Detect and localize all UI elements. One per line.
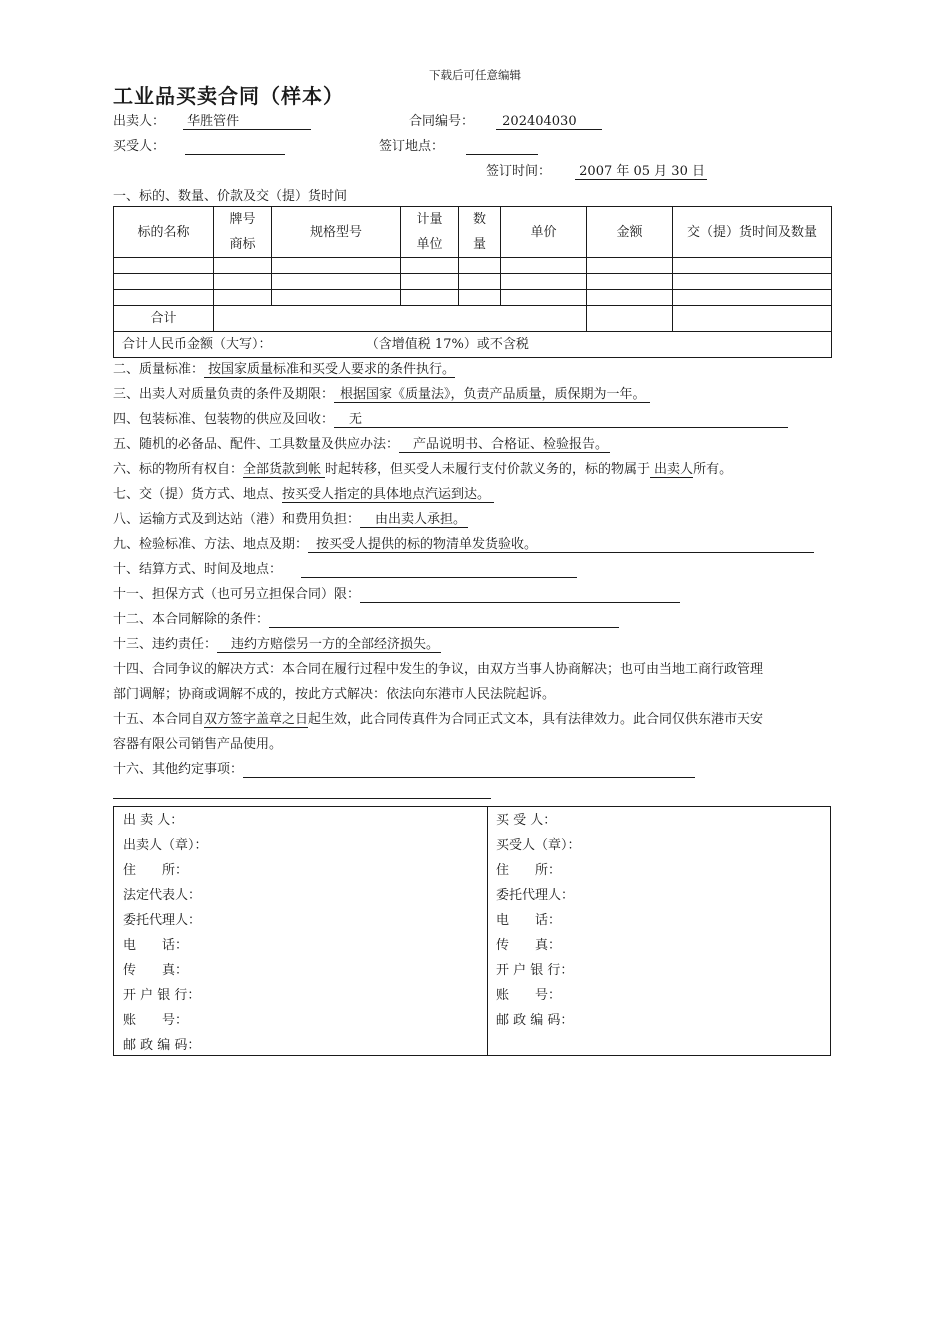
buyer-field[interactable]: 电 话：: [496, 913, 562, 928]
sign-time-row: [486, 160, 707, 180]
rmb-row: [114, 332, 832, 358]
clause-13: 十三、违约责任： 违约方赔偿另一方的全部经济损失。: [113, 637, 440, 652]
clause-7: 七、交（提）货方式、地点、按买受人指定的具体地点汽运到达。: [113, 486, 494, 504]
buyer-field[interactable]: 邮 政 编 码：: [496, 1013, 574, 1028]
clause-16-continuation-line: [113, 798, 491, 799]
clause-8: 八、运输方式及到达站（港）和费用负担： 由出卖人承担。: [113, 512, 467, 527]
buyer-field[interactable]: 买 受 人：: [496, 813, 557, 828]
clause-4: 四、包装标准、包装物的供应及回收： 无: [113, 411, 788, 429]
clause-13-value: 违约方赔偿另一方的全部经济损失。: [217, 637, 441, 653]
seller-field[interactable]: 传 真：: [123, 963, 189, 978]
buyer-row: [113, 135, 285, 155]
signature-divider: [487, 807, 488, 1055]
buyer-field[interactable]: 买受人（章）：: [496, 838, 581, 853]
table-row: [114, 290, 832, 306]
clause-16: 十六、其他约定事项：: [113, 761, 695, 779]
sign-place-row: [379, 135, 538, 155]
buyer-field[interactable]: 传 真：: [496, 938, 562, 953]
seller-field[interactable]: 开 户 银 行：: [123, 988, 201, 1003]
seller-field[interactable]: 邮 政 编 码：: [123, 1038, 201, 1053]
seller-field[interactable]: 法定代表人：: [123, 888, 202, 903]
table-header-row: [114, 207, 832, 258]
clause-9: 九、检验标准、方法、地点及期： 按买受人提供的标的物清单发货验收。: [113, 536, 814, 554]
items-table: [113, 206, 832, 358]
clause-11-blank[interactable]: [360, 587, 680, 603]
download-note: 下载后可任意编辑: [429, 68, 521, 82]
clause-15-line2: 容器有限公司销售产品使用。: [113, 737, 283, 752]
seller-field[interactable]: 出 卖 人：: [123, 813, 184, 828]
buyer-label: 买受人：: [113, 139, 166, 154]
buyer-field[interactable]: 委托代理人：: [496, 888, 575, 903]
contract-no-value: 202404030: [496, 114, 602, 130]
table-row: [114, 274, 832, 290]
clause-4-value: 无: [334, 412, 788, 428]
rmb-label: 合计人民币金额（大写）：: [122, 337, 272, 352]
seller-value: 华胜管件: [183, 114, 311, 130]
clause-15-value: 双方签字盖章之日: [204, 712, 309, 727]
clause-10-blank[interactable]: [301, 562, 577, 578]
clause-12-blank[interactable]: [269, 612, 619, 628]
signature-box: [113, 806, 831, 1056]
buyer-signature-column: [496, 811, 581, 1036]
sign-time-label: 签订时间：: [486, 164, 552, 179]
tax-note: （含增值税 17%）或不含税: [365, 337, 529, 352]
clause-9-value: 按买受人提供的标的物清单发货验收。: [308, 537, 814, 553]
clause-11: 十一、担保方式（也可另立担保合同）限：: [113, 586, 680, 604]
seller-field[interactable]: 账 号：: [123, 1013, 189, 1028]
sign-place-blank: [466, 139, 538, 155]
buyer-field[interactable]: 账 号：: [496, 988, 562, 1003]
header-cell: 单价: [501, 207, 587, 258]
header-cell: 标的名称: [114, 207, 214, 258]
clause-8-value: 由出卖人承担。: [360, 512, 468, 528]
total-amount[interactable]: [587, 306, 673, 332]
contract-no-label: 合同编号：: [409, 114, 475, 129]
buyer-field[interactable]: 开 户 银 行：: [496, 963, 574, 978]
clause-10: 十、结算方式、时间及地点：: [113, 561, 577, 579]
clause-3: 三、出卖人对质量负责的条件及期限： 根据国家《质量法》，负责产品质量，质保期为一年。: [113, 386, 650, 404]
header-cell: 规格型号: [272, 207, 401, 258]
clause-12: 十二、本合同解除的条件：: [113, 611, 619, 629]
seller-signature-column: [123, 811, 208, 1061]
clause-15-line1: 十五、本合同自双方签字盖章之日起生效，此合同传真件为合同正式文本，具有法律效力。此合同仅供东港市天安: [113, 712, 764, 727]
clause-2-value: 按国家质量标准和买受人要求的条件执行。: [204, 362, 455, 378]
clause-14-line2: 部门调解；协商或调解不成的，按此方式解决：依法向东港市人民法院起诉。: [113, 687, 556, 702]
clause-6-owner: 出卖人: [650, 462, 693, 478]
contract-no-row: [409, 110, 602, 130]
buyer-blank: [185, 139, 285, 155]
total-blank[interactable]: [214, 306, 587, 332]
seller-field[interactable]: 委托代理人：: [123, 913, 202, 928]
clause-6-value: 全部货款到帐: [243, 462, 325, 478]
sign-place-label: 签订地点：: [379, 139, 445, 154]
seller-label: 出卖人：: [113, 114, 166, 129]
total-row: [114, 306, 832, 332]
clause-7-value: 按买受人指定的具体地点汽运到达。: [282, 487, 494, 503]
buyer-field[interactable]: 住 所：: [496, 863, 562, 878]
total-delivery[interactable]: [673, 306, 832, 332]
header-cell: 交（提）货时间及数量: [673, 207, 832, 258]
seller-field[interactable]: 出卖人（章）：: [123, 838, 208, 853]
sign-time-value: 2007 年 05 月 30 日: [575, 164, 707, 180]
seller-row: [113, 110, 311, 130]
header-cell: 牌号商标: [214, 207, 272, 258]
section1-title: 一、标的、数量、价款及交（提）货时间: [113, 189, 348, 204]
header-cell: 数量: [459, 207, 501, 258]
document-title: 工业品买卖合同（样本）: [113, 84, 344, 108]
clause-6: 六、标的物所有权自：全部货款到帐 时起转移，但买受人未履行支付价款义务的，标的物属于 出卖人所有。: [113, 462, 733, 477]
header-cell: 金额: [587, 207, 673, 258]
clause-2: 二、质量标准： 按国家质量标准和买受人要求的条件执行。: [113, 362, 456, 377]
total-label: 合计: [114, 306, 214, 332]
clause-5-value: 产品说明书、合格证、检验报告。: [399, 437, 610, 453]
seller-field[interactable]: 电 话：: [123, 938, 189, 953]
seller-field[interactable]: 住 所：: [123, 863, 189, 878]
clause-16-blank[interactable]: [243, 762, 695, 778]
clause-14-line1: 十四、合同争议的解决方式：本合同在履行过程中发生的争议，由双方当事人协商解决；也可由当地工商行政管理: [113, 662, 764, 677]
clause-5: 五、随机的必备品、配件、工具数量及供应办法： 产品说明书、合格证、检验报告。: [113, 437, 609, 452]
table-row: [114, 258, 832, 274]
header-cell: 计量单位: [401, 207, 459, 258]
clause-3-value: 根据国家《质量法》，负责产品质量，质保期为一年。: [334, 387, 650, 403]
